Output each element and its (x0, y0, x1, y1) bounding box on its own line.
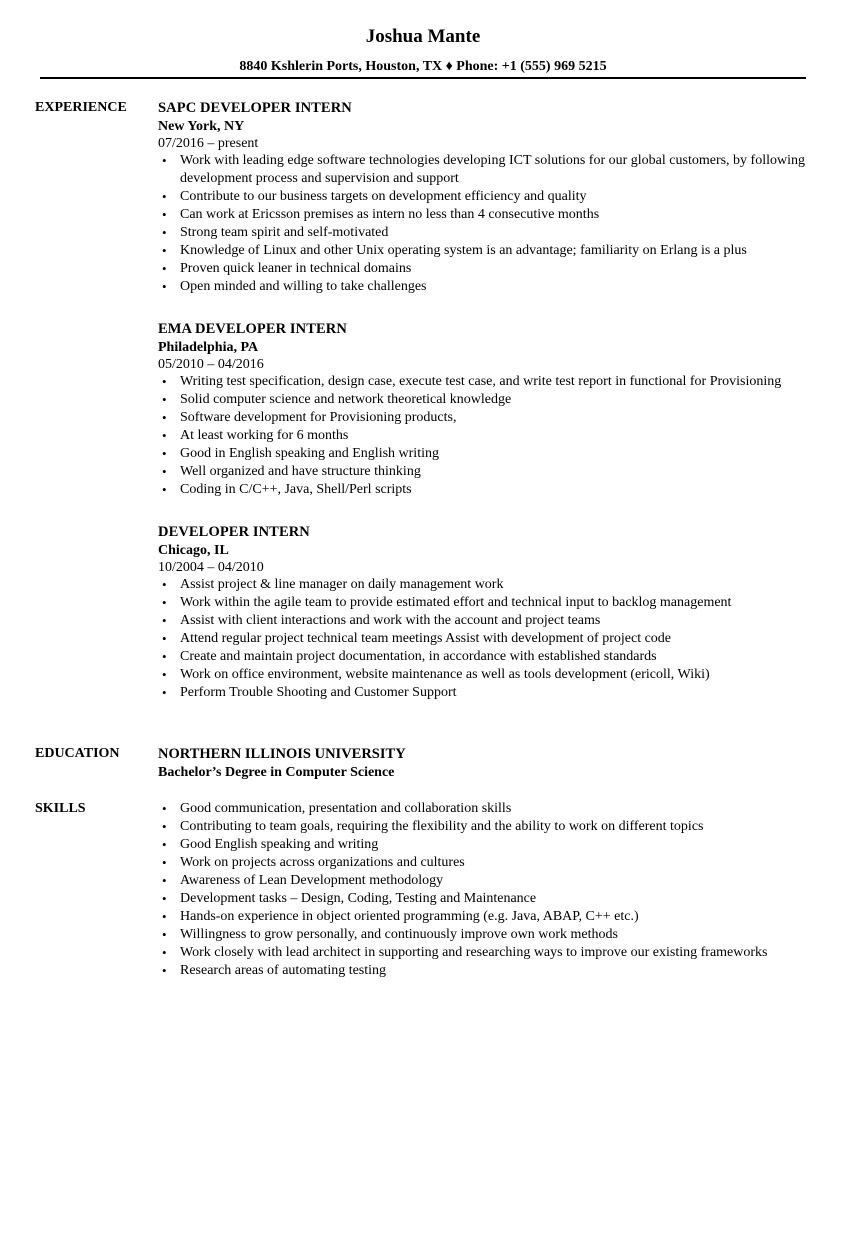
job-bullet-list (158, 373, 818, 499)
job-dates: 05/2010 – 04/2016 (158, 357, 264, 372)
education-heading: EDUCATION (35, 746, 120, 761)
skills-list (158, 800, 818, 980)
degree: Bachelor’s Degree in Computer Science (158, 765, 395, 780)
job-bullet-list (158, 576, 818, 702)
job-bullet-list (158, 152, 818, 296)
job-entry (158, 320, 818, 499)
job-bullet: • Knowledge of Linux and other Unix operating system is an advantage; familiarity on Erlang is a plus (158, 242, 818, 260)
job-location: New York, NY (158, 119, 245, 134)
job-bullet: • Can work at Ericsson premises as intern no less than 4 consecutive months (158, 206, 818, 224)
job-entry (158, 523, 818, 702)
skill-item: • Good English speaking and writing (158, 836, 818, 854)
job-bullet: • Assist project & line manager on daily management work (158, 576, 818, 594)
job-bullet: • At least working for 6 months (158, 427, 818, 445)
job-bullet: • Work within the agile team to provide estimated effort and technical input to backlog management (158, 594, 818, 612)
job-bullet: • Assist with client interactions and work with the account and project teams (158, 612, 818, 630)
experience-body (158, 99, 818, 718)
job-bullet: • Create and maintain project documentation, in accordance with established standards (158, 648, 818, 666)
job-bullet: • Open minded and willing to take challenges (158, 278, 818, 296)
job-bullet: • Coding in C/C++, Java, Shell/Perl scripts (158, 481, 818, 499)
job-bullet: • Work with leading edge software technologies developing ICT solutions for our global customers, by following development process and supervision and support (158, 152, 818, 188)
candidate-name: Joshua Mante (365, 26, 481, 47)
job-bullet: • Well organized and have structure thinking (158, 463, 818, 481)
contact-line: 8840 Kshlerin Ports, Houston, TX ♦ Phone: +1 (555) 969 5215 (239, 59, 607, 74)
job-bullet: • Solid computer science and network theoretical knowledge (158, 391, 818, 409)
skill-item: • Willingness to grow personally, and continuously improve own work methods (158, 926, 818, 944)
job-bullet: • Software development for Provisioning products, (158, 409, 818, 427)
job-bullet: • Good in English speaking and English writing (158, 445, 818, 463)
job-location: Philadelphia, PA (158, 340, 259, 355)
job-bullet: • Attend regular project technical team meetings Assist with development of project code (158, 630, 818, 648)
job-bullet: • Writing test specification, design case, execute test case, and write test report in functional for Provisioning (158, 373, 818, 391)
job-bullet: • Proven quick leaner in technical domains (158, 260, 818, 278)
skills-body (158, 800, 818, 980)
job-entry (158, 99, 818, 296)
header-divider (40, 77, 806, 79)
job-dates: 07/2016 – present (158, 136, 259, 151)
experience-heading: EXPERIENCE (35, 100, 127, 115)
skill-item: • Work on projects across organizations and cultures (158, 854, 818, 872)
job-bullet: • Strong team spirit and self-motivated (158, 224, 818, 242)
skill-item: • Contributing to team goals, requiring the flexibility and the ability to work on different topics (158, 818, 818, 836)
skill-item: • Good communication, presentation and collaboration skills (158, 800, 818, 818)
job-dates: 10/2004 – 04/2010 (158, 560, 264, 575)
school-name: NORTHERN ILLINOIS UNIVERSITY (158, 746, 406, 762)
job-bullet: • Perform Trouble Shooting and Customer Support (158, 684, 818, 702)
skill-item: • Awareness of Lean Development methodology (158, 872, 818, 890)
job-bullet: • Contribute to our business targets on development efficiency and quality (158, 188, 818, 206)
skill-item: • Hands-on experience in object oriented programming (e.g. Java, ABAP, C++ etc.) (158, 908, 818, 926)
job-bullet: • Work on office environment, website maintenance as well as tools development (ericoll, Wiki) (158, 666, 818, 684)
job-title: DEVELOPER INTERN (158, 524, 310, 540)
job-title: EMA DEVELOPER INTERN (158, 321, 347, 337)
skill-item: • Development tasks – Design, Coding, Testing and Maintenance (158, 890, 818, 908)
job-location: Chicago, IL (158, 543, 229, 558)
education-body (158, 745, 818, 782)
skills-heading: SKILLS (35, 801, 86, 816)
skill-item: • Work closely with lead architect in supporting and researching ways to improve our existing frameworks (158, 944, 818, 962)
job-title: SAPC DEVELOPER INTERN (158, 100, 352, 116)
skill-item: • Research areas of automating testing (158, 962, 818, 980)
